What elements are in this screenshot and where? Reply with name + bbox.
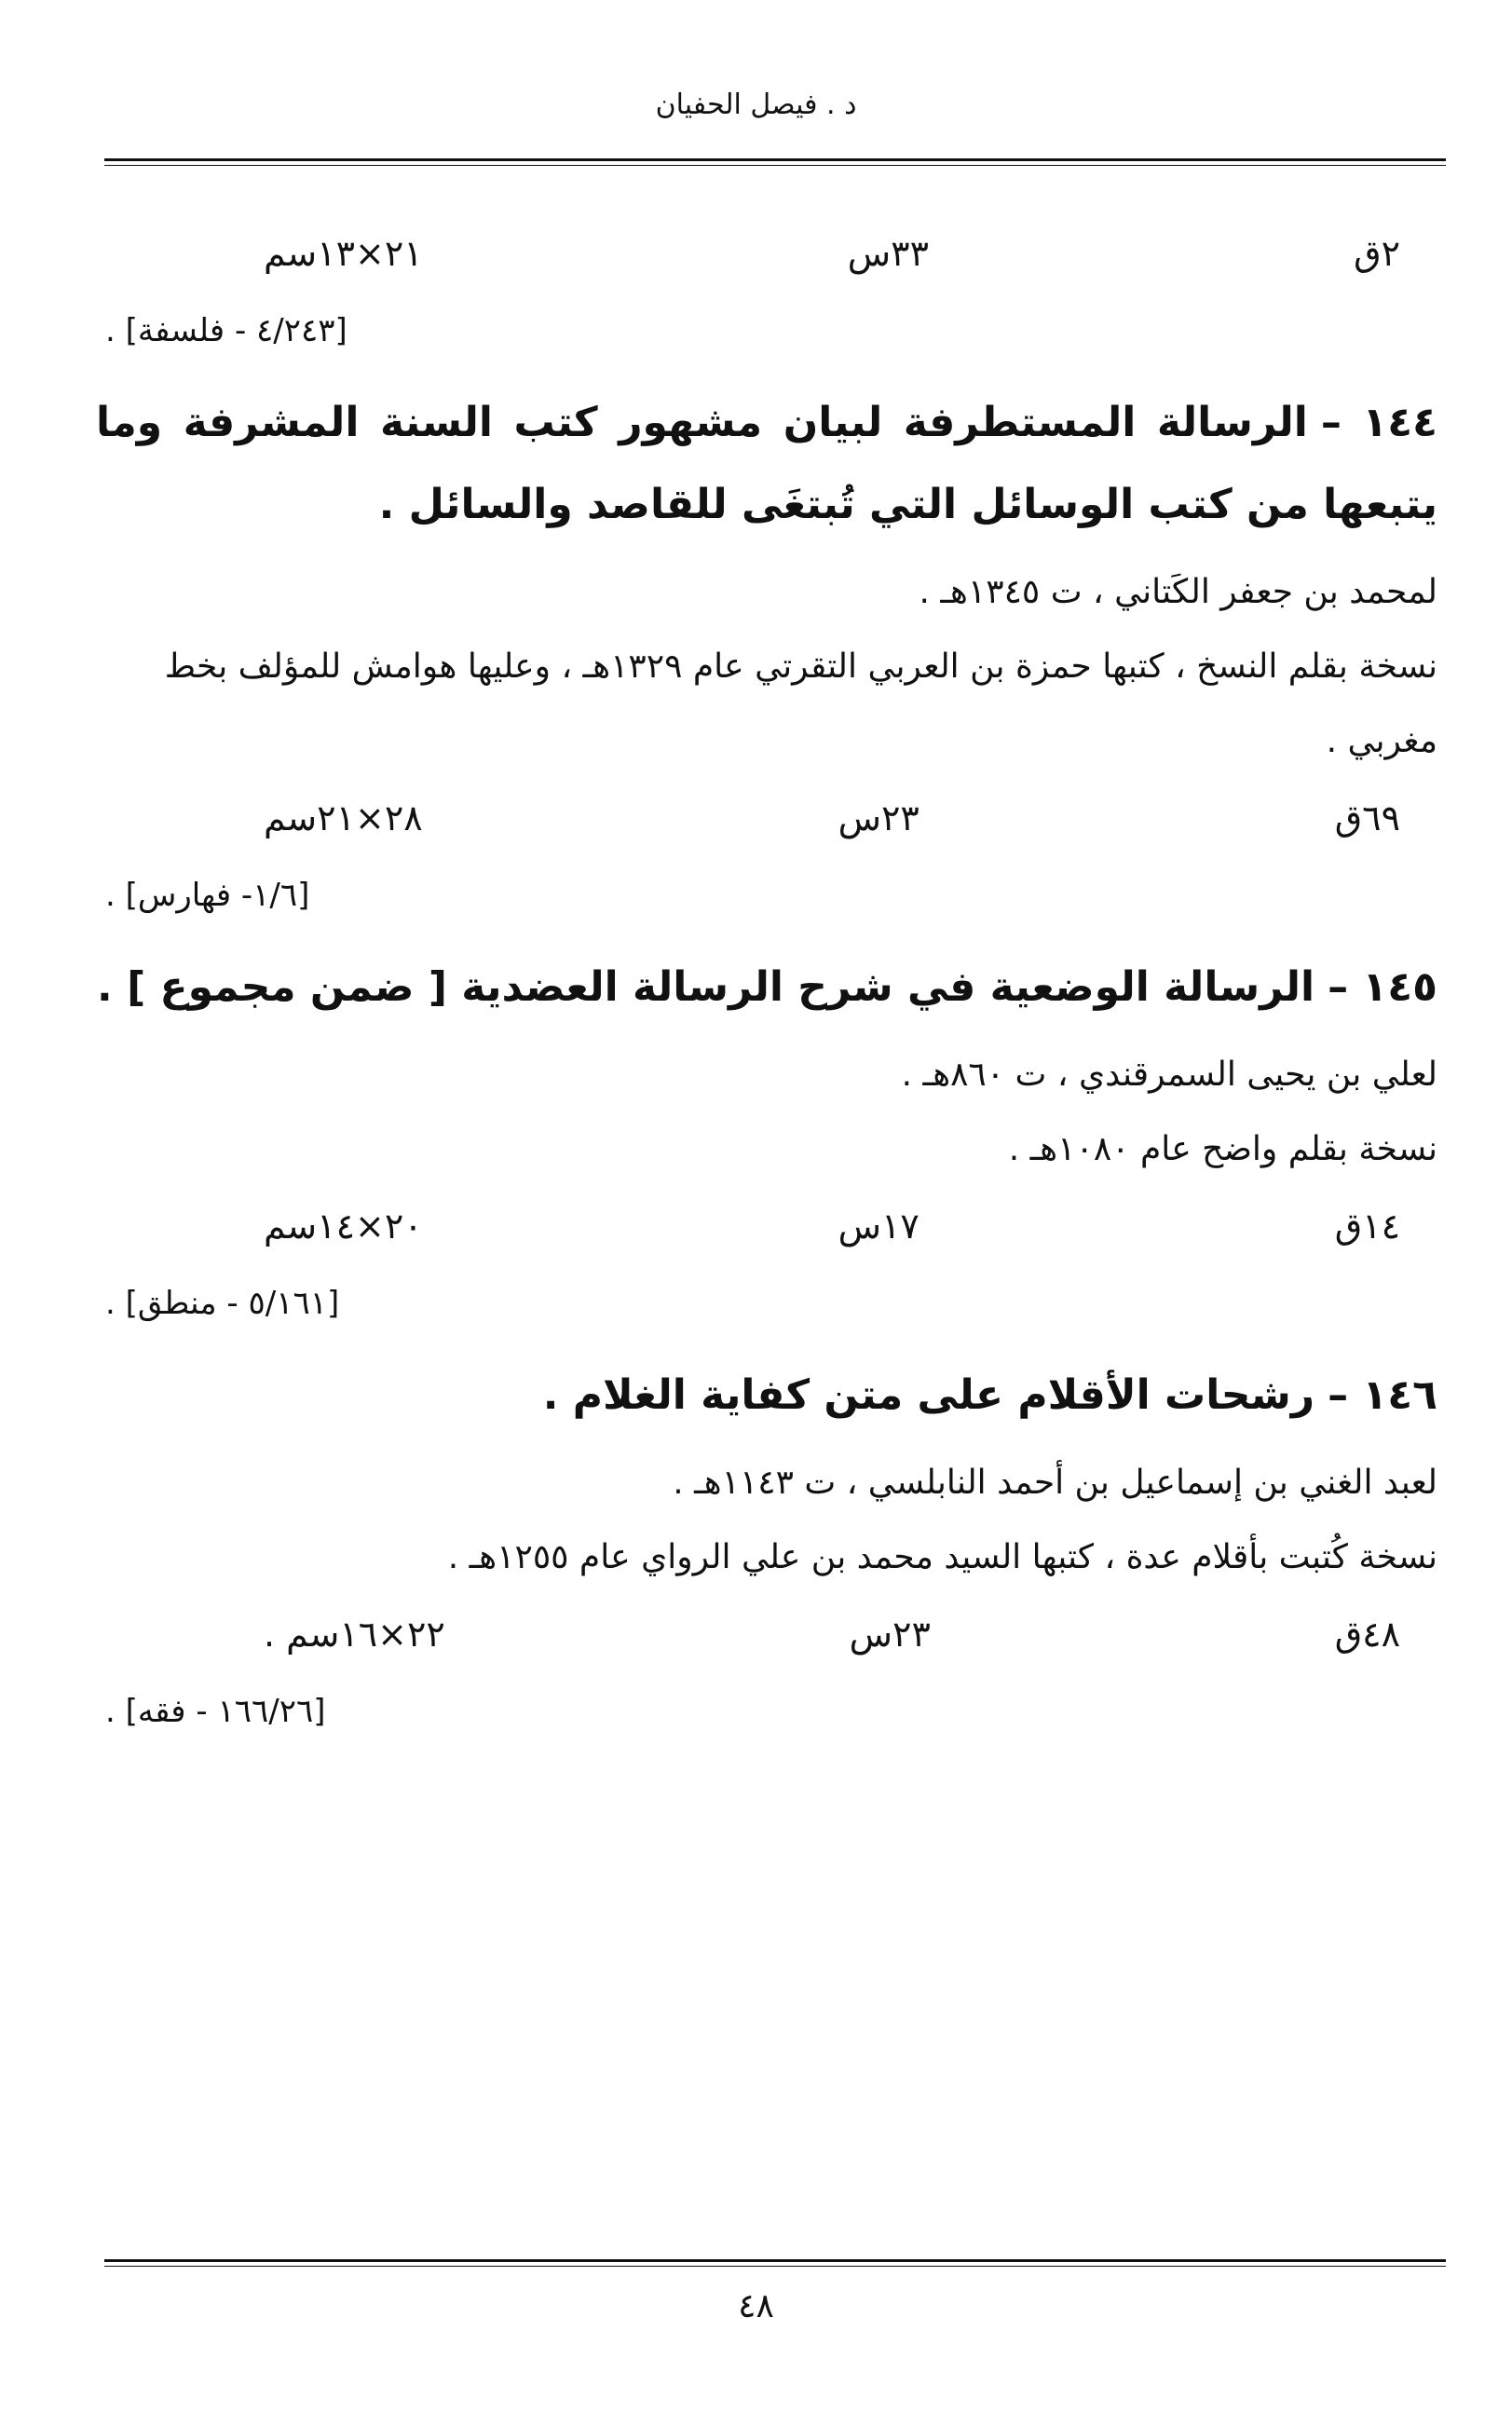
- lines-count: ٢٣س: [838, 797, 919, 838]
- shelf-reference: [١٦٦/٢٦ - فقه] .: [105, 1693, 326, 1730]
- measure-row: [96, 1206, 1437, 1271]
- entry-author: لعبد الغني بن إسماعيل بن أحمد النابلسي ، ت ١١٤٣هـ .: [673, 1464, 1437, 1502]
- leaves-count: ٦٩ق: [1334, 797, 1400, 838]
- dimensions: ٢٠×١٤سم: [264, 1206, 423, 1247]
- page-body: [96, 233, 1437, 1744]
- measure-row: [96, 233, 1437, 298]
- page-number: ٤٨: [738, 2287, 774, 2325]
- running-header: د . فيصل الحفيان: [655, 89, 857, 121]
- entry-title-text: الرسالة المستطرفة لبيان مشهور كتب السنة المشرفة وما يتبعها من كتب الوسائل التي تُبتغَى للقاصد والسائل .: [96, 399, 1437, 528]
- dimensions: ٢٢×١٦سم .: [264, 1614, 445, 1655]
- dimensions: ٢١×١٣سم: [264, 233, 423, 274]
- leaves-count: ٢ق: [1354, 233, 1400, 274]
- entry-author: لعلي بن يحيى السمرقندي ، ت ٨٦٠هـ .: [901, 1056, 1437, 1094]
- footer-rule: [104, 2259, 1446, 2262]
- leaves-count: ١٤ق: [1334, 1206, 1400, 1247]
- entry-author: لمحمد بن جعفر الكَتاني ، ت ١٣٤٥هـ .: [919, 573, 1437, 611]
- entry-description: نسخة بقلم النسخ ، كتبها حمزة بن العربي التقرتي عام ١٣٢٩هـ ، وعليها هوامش للمؤلف بخط مغربي .: [164, 647, 1437, 760]
- entry-title-144: [96, 382, 1437, 546]
- shelf-reference: [٤/٢٤٣ - فلسفة] .: [105, 312, 347, 349]
- entry-title-text: الرسالة الوضعية في شرح الرسالة العضدية [ ضمن مجموع ] .: [97, 963, 1315, 1011]
- entry-description: نسخة بقلم واضح عام ١٠٨٠هـ .: [1008, 1130, 1437, 1168]
- lines-count: ١٧س: [838, 1206, 919, 1247]
- measure-row: [96, 797, 1437, 863]
- entry-title-145: [96, 947, 1437, 1029]
- leaves-count: ٤٨ق: [1334, 1614, 1400, 1655]
- shelf-reference: [١/٦- فهارس] .: [105, 877, 310, 914]
- entry-number: ١٤٤ –: [1320, 399, 1437, 446]
- dimensions: ٢٨×٢١سم: [264, 797, 423, 838]
- measure-row: [96, 1614, 1437, 1679]
- entry-number: ١٤٥ –: [1328, 963, 1437, 1011]
- lines-count: ٣٣س: [847, 233, 929, 274]
- header-rule: [104, 158, 1446, 161]
- shelf-reference: [٥/١٦١ - منطق] .: [105, 1285, 340, 1322]
- entry-description: نسخة كُتبت بأقلام عدة ، كتبها السيد محمد بن علي الرواي عام ١٢٥٥هـ .: [447, 1538, 1437, 1576]
- entry-number: ١٤٦ –: [1328, 1371, 1437, 1419]
- entry-title-146: [96, 1355, 1437, 1437]
- entry-title-text: رشحات الأقلام على متن كفاية الغلام .: [542, 1371, 1315, 1419]
- lines-count: ٢٣س: [849, 1614, 931, 1655]
